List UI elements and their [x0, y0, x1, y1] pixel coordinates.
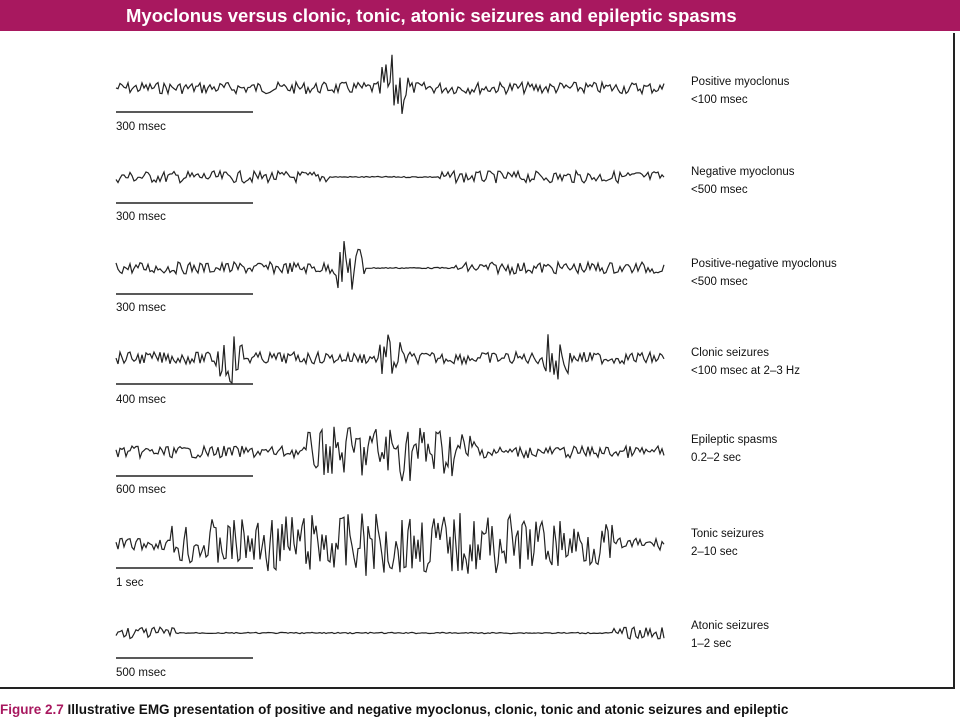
scale-label: 400 msec	[116, 394, 166, 406]
row-duration: <100 msec	[691, 94, 748, 106]
label-clonic-seizures	[691, 344, 800, 380]
row-name: Tonic seizures	[691, 528, 764, 540]
emg-trace	[116, 241, 664, 290]
row-name: Epileptic spasms	[691, 434, 778, 446]
row-name: Atonic seizures	[691, 620, 769, 632]
scale-label: 600 msec	[116, 484, 166, 496]
label-epileptic-spasms	[691, 431, 777, 467]
row-duration: <500 msec	[691, 276, 748, 288]
row-name: Positive-negative myoclonus	[691, 258, 837, 270]
label-positive-negative-myoclonus	[691, 255, 837, 291]
row-duration: 1–2 sec	[691, 638, 732, 650]
row-duration: 2–10 sec	[691, 546, 738, 558]
emg-trace	[116, 171, 664, 183]
row-duration: <500 msec	[691, 184, 748, 196]
label-positive-myoclonus	[691, 73, 789, 109]
row-duration: 0.2–2 sec	[691, 452, 741, 464]
figure-number: Figure 2.7	[0, 702, 64, 717]
emg-trace	[116, 334, 664, 383]
row-name: Positive myoclonus	[691, 76, 790, 88]
figure-title: Myoclonus versus clonic, tonic, atonic seizures and epileptic spasms	[126, 5, 737, 26]
row-name: Negative myoclonus	[691, 166, 795, 178]
emg-trace	[116, 427, 664, 481]
caption-text: Illustrative EMG presentation of positive and negative myoclonus, clonic, tonic and atonic seizures and epileptic	[63, 702, 789, 717]
scale-label: 300 msec	[116, 302, 166, 314]
scale-label: 300 msec	[116, 121, 166, 133]
label-negative-myoclonus	[691, 163, 795, 199]
row-duration: <100 msec at 2–3 Hz	[691, 365, 800, 377]
scale-label: 300 msec	[116, 211, 166, 223]
label-atonic-seizures	[691, 617, 769, 653]
emg-trace	[116, 627, 664, 639]
scale-label: 1 sec	[116, 577, 144, 589]
emg-trace	[116, 55, 664, 114]
label-tonic-seizures	[691, 525, 764, 561]
emg-trace	[116, 513, 664, 576]
figure-caption	[0, 702, 960, 717]
scale-label: 500 msec	[116, 667, 166, 679]
row-name: Clonic seizures	[691, 347, 769, 359]
